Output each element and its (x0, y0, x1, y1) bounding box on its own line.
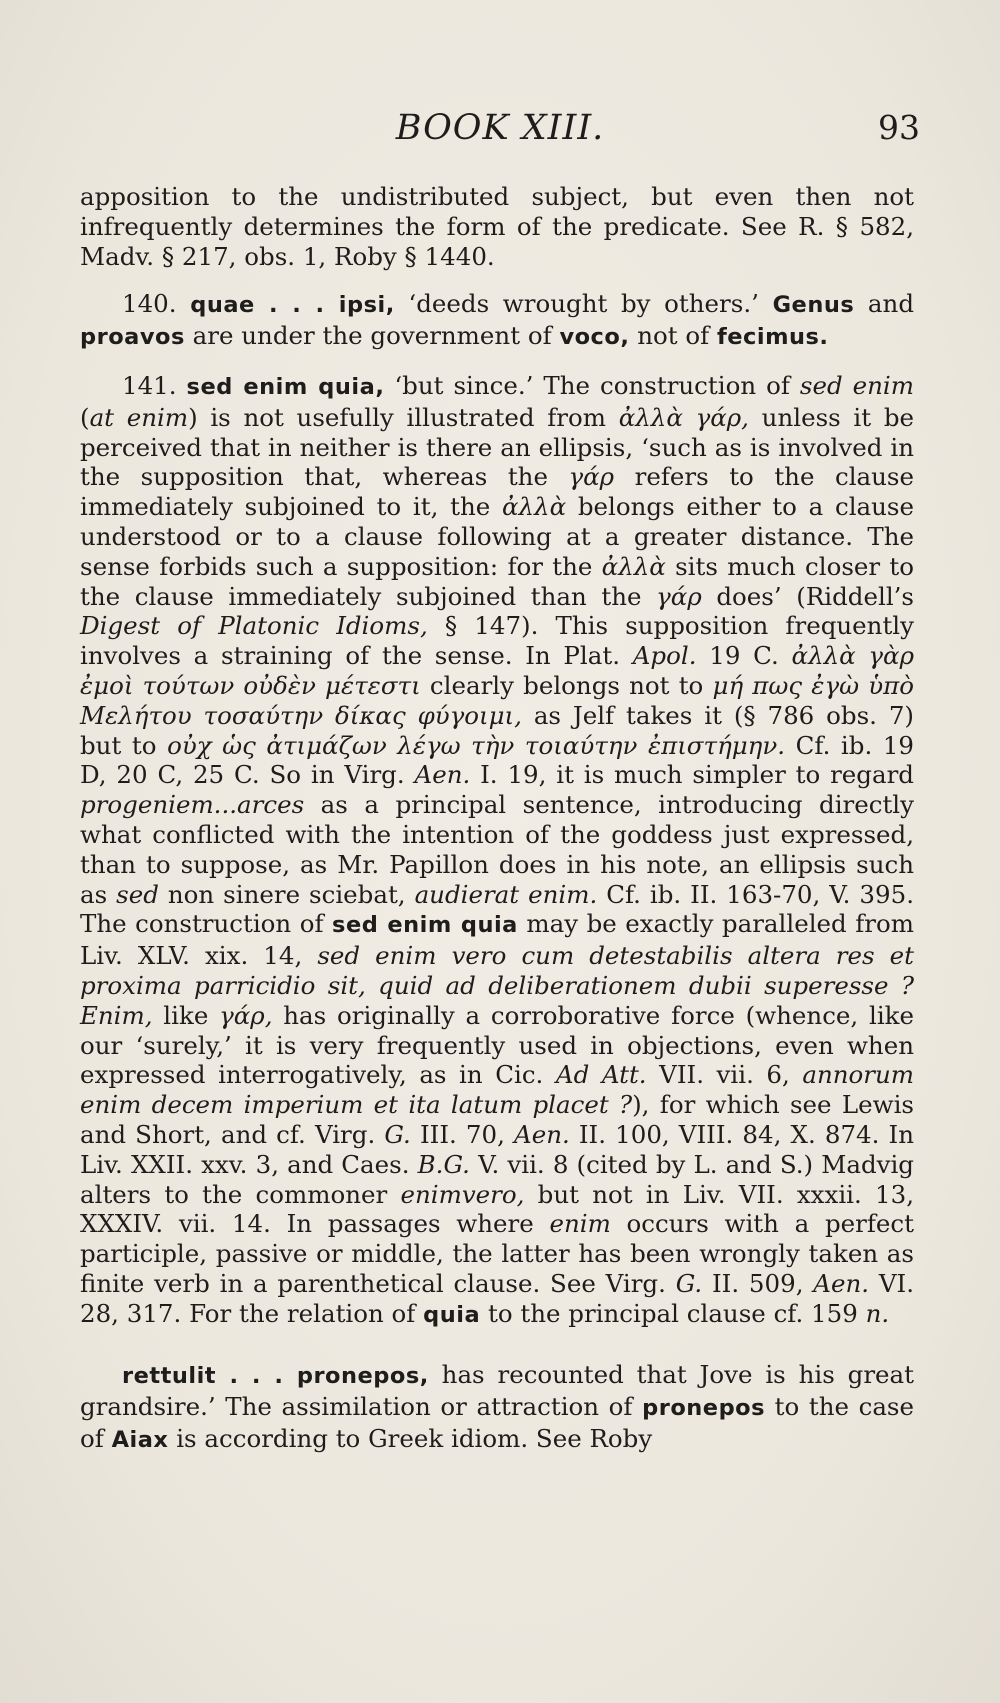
body-text: but not in Liv. VII. xxxii. 13, XXXIV. vii. 14. In passages where (80, 1179, 914, 1239)
body-text: II. 509, (702, 1268, 814, 1298)
note-140 (80, 289, 914, 353)
greek-text: ἀλλὰ γάρ, (618, 402, 749, 432)
lemma-text: quae . . . ipsi, (190, 292, 395, 319)
greek-text: γάρ (656, 581, 702, 611)
body-text: occurs with a perfect participle, passive or middle, the latter has been wrongly taken as finite verb in a parenthetical clause. See Virg. (80, 1209, 914, 1298)
italic-text: Aen. (813, 1268, 870, 1298)
body-text: non sinere sciebat, (158, 879, 415, 909)
greek-text: γάρ, (219, 1000, 273, 1030)
body-text: III. 70, (410, 1119, 514, 1149)
lemma-text: sed enim quia (332, 912, 518, 939)
body-text: VII. vii. 6, (646, 1060, 803, 1090)
body-text: as Jelf takes it (§ 786 obs. 7) but to (80, 700, 914, 760)
body-text: II. 100, VIII. 84, X. 874. In Liv. XXII. xxv. 3, and Caes. (80, 1119, 914, 1179)
lemma-text: rettulit . . . pronepos, (122, 1363, 429, 1390)
body-text: like (152, 1000, 220, 1030)
italic-text: sed (116, 879, 159, 909)
italic-text: Aen. (514, 1119, 570, 1149)
body-text: has recounted that Jove is his great grandsire.’ The assimilation or attraction of (80, 1360, 914, 1422)
lemma-text: fecimus. (716, 324, 829, 351)
italic-text: enimvero, (400, 1179, 525, 1209)
lemma-text: Aiax (111, 1427, 169, 1454)
body-text: ), for which see Lewis and Short, and cf. Virg. (80, 1090, 914, 1149)
italic-text: n. (865, 1298, 890, 1328)
italic-text: Ad Att. (555, 1060, 647, 1090)
greek-text: ἀλλὰ (501, 492, 567, 522)
body-text: may be exactly paralleled from Liv. XLV. xix. 14, (80, 909, 914, 971)
italic-text: sed enim vero cum detestabilis altera res et proxima parricidio sit, quid ad deliberationem dubii superesse ? (80, 941, 914, 1000)
italic-text: progeniem...arces (80, 790, 305, 820)
body-text: belongs either to a clause understood or to a clause following at a greater distance. The sense forbids such a supposition: for the (80, 492, 914, 581)
body-text: V. vii. 8 (cited by L. and S.) Madvig alters to the commoner (80, 1149, 914, 1209)
italic-text: annorum enim decem imperium et ita latum placet ? (80, 1060, 914, 1120)
greek-text: οὐχ ὡς ἀτιμάζων λέγω τὴν τοιαύτην ἐπιστήμην. (167, 730, 786, 760)
lemma-text: pronepos (642, 1395, 766, 1422)
lemma-text: Genus (772, 292, 855, 319)
body-text: to the principal clause cf. 159 (480, 1298, 866, 1328)
italic-text: Aen. (414, 760, 471, 790)
italic-text: B.G. (417, 1149, 470, 1179)
body-text: § 147). This supposition frequently involves a straining of the sense. In Plat. (80, 611, 914, 671)
lemma-text: quia (423, 1301, 481, 1328)
body-text: not of (629, 321, 717, 351)
body-text: 140. (122, 289, 191, 319)
greek-text: μή πως ἐγὼ ὑπὸ Μελήτου τοσαύτην δίκας φύγοιμι, (80, 670, 915, 730)
body-text: 141. (122, 370, 187, 400)
body-text: has originally a corroborative force (whence, like our ‘surely,’ it is very frequently used in objections, even when expressed interrogatively, as in Cic. (80, 1000, 915, 1090)
body-text: does’ (Riddell’s (701, 581, 915, 611)
note-rettulit (80, 1360, 914, 1455)
page-number: 93 (878, 108, 920, 147)
italic-text: Apol. (632, 641, 697, 671)
italic-text: at enim (89, 402, 189, 432)
body-text: I. 19, it is much simpler to regard (470, 760, 914, 790)
lemma-text: sed enim quia, (186, 373, 385, 400)
body-text: VI. 28, 317. For the relation of (80, 1268, 914, 1328)
body-text: is according to Greek idiom. See Roby (168, 1424, 653, 1454)
body-text: refers to the clause immediately subjoined to it, the (80, 462, 915, 522)
body-text: apposition to the undistributed subject, but even then not infrequently determines the form of the predicate. See R. § 582, Madv. § 217, obs. 1, Roby § 1440. (80, 182, 914, 271)
note-141 (80, 371, 914, 1331)
body-text: ( (80, 402, 90, 432)
italic-text: sed enim (799, 370, 914, 400)
body-text: to the case of (80, 1392, 914, 1454)
body-text: unless it be perceived that in neither is there an ellipsis, ‘such as is involved in the supposition that, whereas the (80, 402, 915, 492)
lemma-text: voco, (559, 324, 630, 351)
body-text: ) is not usefully illustrated from (188, 402, 619, 432)
body-text: ‘but since.’ The construction of (384, 370, 800, 400)
body-text: sits much closer to the clause immediately subjoined than the (80, 551, 914, 611)
italic-text: G. (384, 1119, 411, 1149)
greek-text: γάρ (568, 462, 615, 492)
page-header (80, 108, 920, 158)
body-text: and (854, 289, 915, 319)
body-text: clearly belongs not to (420, 670, 713, 700)
body-text: Cf. ib. II. 163-70, V. 395. The construction of (80, 879, 914, 939)
italic-text: audierat enim. (414, 879, 598, 909)
lemma-text: proavos (80, 324, 185, 351)
italic-text: enim (549, 1209, 611, 1239)
body-text: are under the government of (184, 321, 560, 351)
greek-text: ἀλλὰ (601, 551, 666, 581)
italic-text: Digest of Platonic Idioms, (80, 611, 428, 641)
page-body (80, 182, 914, 1456)
greek-text: ἀλλὰ γὰρ ἐμοὶ τούτων οὐδὲν μέτεστι (80, 641, 914, 700)
italic-text: Enim, (80, 1000, 153, 1030)
body-text: Cf. ib. 19 D, 20 C, 25 C. So in Virg. (80, 730, 914, 790)
body-text: 19 C. (696, 641, 792, 671)
continuation-paragraph (80, 182, 914, 271)
body-text: ‘deeds wrought by others.’ (394, 289, 773, 319)
running-title: BOOK XIII. (395, 108, 605, 148)
body-text: as a principal sentence, introducing directly what conflicted with the intention of the goddess just expressed, than to suppose, as Mr. Papillon does in his note, an ellipsis such as (80, 790, 914, 909)
italic-text: G. (675, 1268, 703, 1298)
